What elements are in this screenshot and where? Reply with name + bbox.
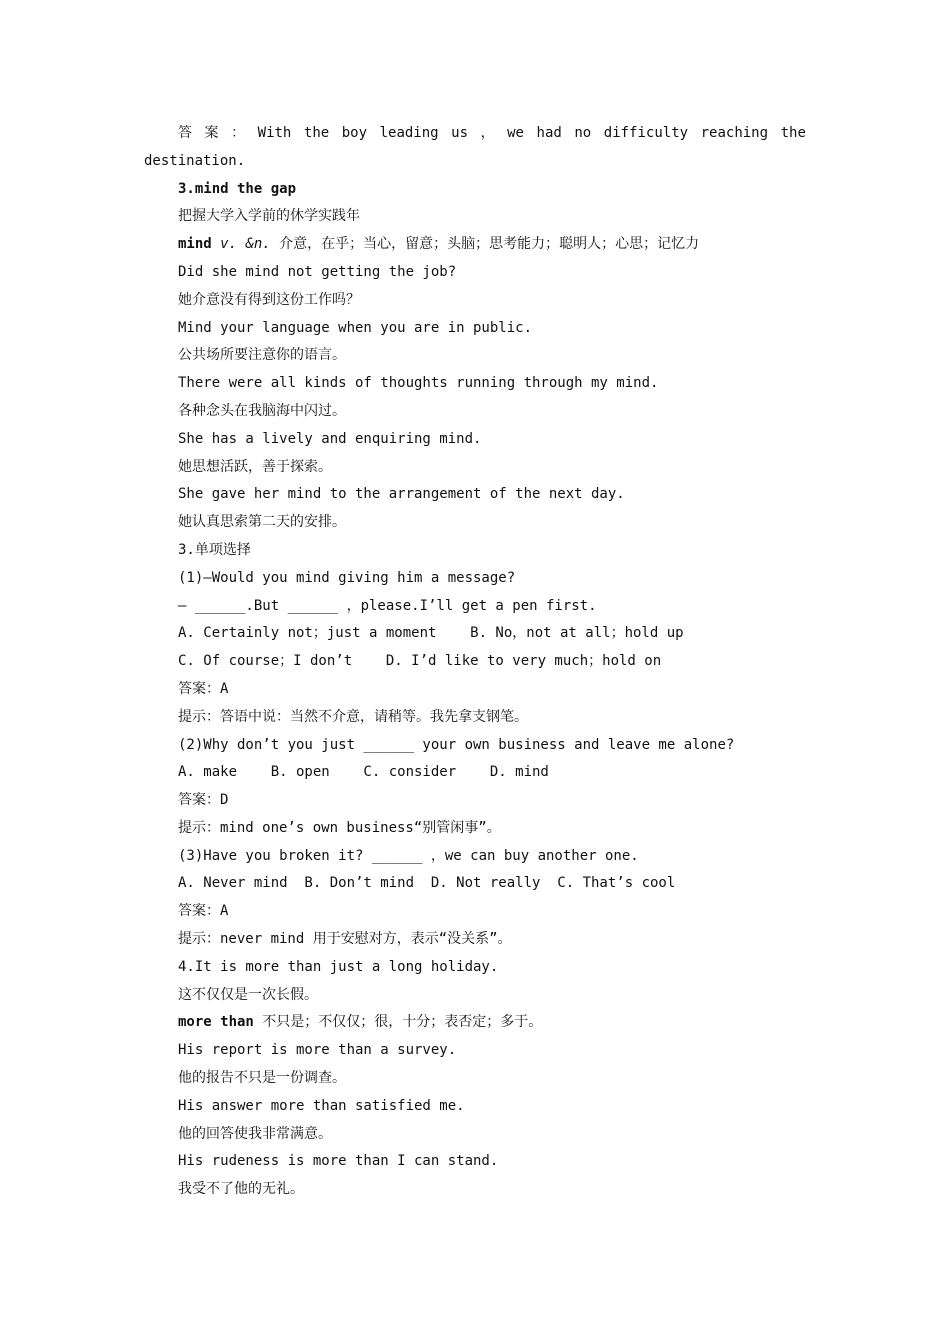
- answer-word: we: [507, 125, 524, 141]
- answer-word: With: [257, 125, 292, 141]
- example-line: 她介意没有得到这份工作吗？: [178, 292, 360, 308]
- more-than-def: 不只是；不仅仅；很，十分；表否定；多于。: [253, 1014, 543, 1030]
- example-line: 我受不了他的无礼。: [178, 1181, 304, 1197]
- quiz-line: 提示：答语中说：当然不介意，请稍等。我先拿支钢笔。: [178, 709, 528, 725]
- quiz-line: A. make B. open C. consider D. mind: [178, 764, 549, 780]
- quiz-line: (3)Have you broken it? ______ ，we can buy another one.: [178, 848, 639, 864]
- mind-term: mind: [178, 236, 212, 252]
- quiz-line: 提示：never mind 用于安慰对方，表示“没关系”。: [178, 931, 512, 947]
- quiz-line: 答案：D: [178, 792, 229, 808]
- example-line: Mind your language when you are in public.: [178, 320, 533, 336]
- answer-continuation: destination.: [144, 153, 246, 169]
- example-line: 她思想活跃，善于探索。: [178, 459, 332, 475]
- answer-word: boy: [341, 125, 368, 141]
- example-line: She gave her mind to the arrangement of the next day.: [178, 486, 625, 502]
- mind-pos: v. &n.: [220, 236, 271, 252]
- answer-word: 答: [178, 125, 192, 141]
- quiz-line: C. Of course；I don’t D. I’d like to very much；hold on: [178, 653, 662, 669]
- quiz-line: (2)Why don’t you just ______ your own business and leave me alone?: [178, 737, 735, 753]
- quiz-line: A. Certainly not；just a moment B. No，not at all；hold up: [178, 625, 684, 641]
- example-line: His rudeness is more than I can stand.: [178, 1153, 499, 1169]
- section-3-title: 3.mind the gap: [178, 181, 297, 197]
- example-line: 公共场所要注意你的语言。: [178, 347, 346, 363]
- answer-word: the: [303, 125, 330, 141]
- quiz-line: — ______.But ______ ，please.I’ll get a pen first.: [178, 598, 597, 614]
- example-line: There were all kinds of thoughts running through my mind.: [178, 375, 659, 391]
- quiz-line: 提示：mind one’s own business“别管闲事”。: [178, 820, 501, 836]
- section-4-title: 4.It is more than just a long holiday.: [178, 959, 499, 975]
- quiz-line: (1)—Would you mind giving him a message?: [178, 570, 516, 586]
- section-3-title-cn: 把握大学入学前的休学实践年: [178, 208, 360, 224]
- example-line: 他的回答使我非常满意。: [178, 1126, 332, 1142]
- more-than-term: more than: [178, 1014, 254, 1030]
- answer-word: ，: [480, 125, 495, 141]
- answer-word: 案: [204, 125, 219, 141]
- section-4-title-cn: 这不仅仅是一次长假。: [178, 987, 318, 1003]
- more-than-definition: [178, 1012, 542, 1032]
- mind-definition: [178, 234, 699, 254]
- answer-word: ：: [231, 125, 246, 141]
- answer-word: reaching: [700, 125, 769, 141]
- example-line: Did she mind not getting the job?: [178, 264, 457, 280]
- quiz-line: 答案：A: [178, 903, 229, 919]
- quiz-line: A. Never mind B. Don’t mind D. Not really C. That’s cool: [178, 875, 676, 891]
- example-line: His report is more than a survey.: [178, 1042, 457, 1058]
- example-line: She has a lively and enquiring mind.: [178, 431, 482, 447]
- example-line: 各种念头在我脑海中闪过。: [178, 403, 346, 419]
- answer-word: no: [574, 125, 592, 141]
- answer-word: difficulty: [603, 125, 689, 141]
- quiz-heading: 3.单项选择: [178, 542, 251, 558]
- answer-word: us: [451, 125, 469, 141]
- answer-line: [178, 123, 806, 143]
- mind-def: 介意，在乎；当心，留意；头脑；思考能力；聪明人；心思；记忆力: [270, 236, 700, 252]
- answer-word: leading: [379, 125, 439, 141]
- answer-word: had: [536, 125, 562, 141]
- example-line: His answer more than satisfied me.: [178, 1098, 465, 1114]
- answer-word: the: [780, 125, 806, 141]
- example-line: 她认真思索第二天的安排。: [178, 514, 346, 530]
- example-line: 他的报告不只是一份调查。: [178, 1070, 346, 1086]
- quiz-line: 答案：A: [178, 681, 229, 697]
